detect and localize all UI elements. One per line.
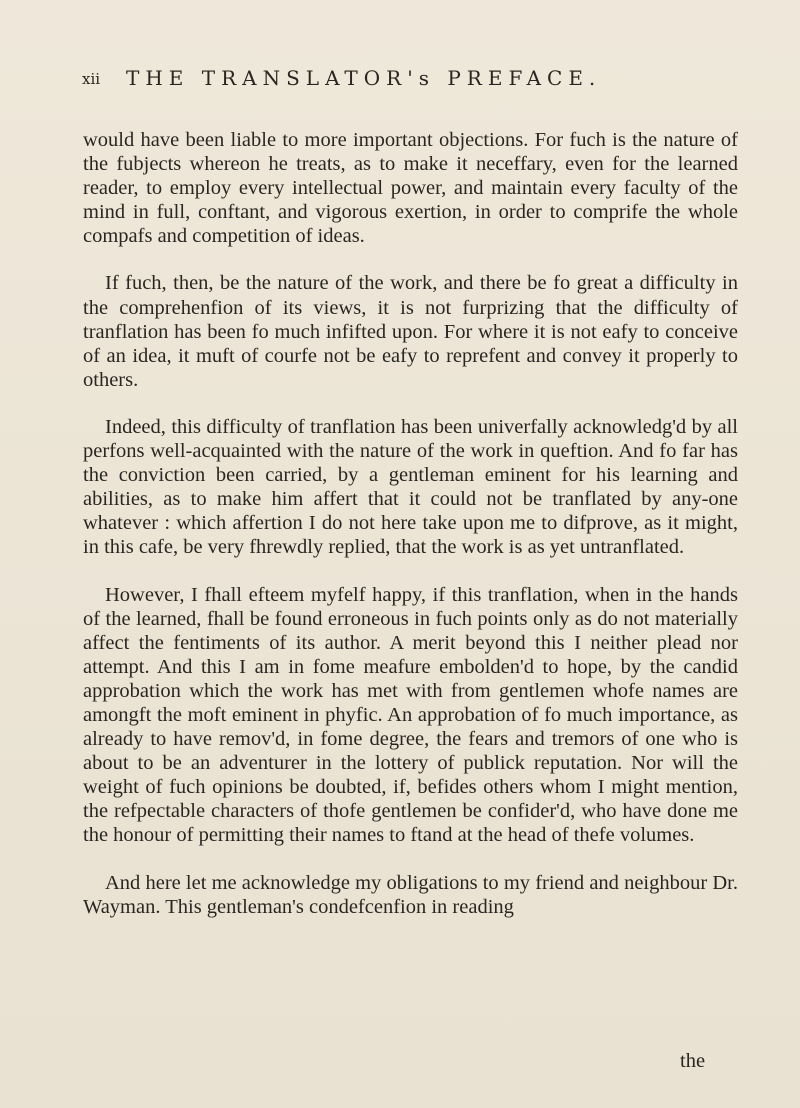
page-number: xii (82, 70, 101, 88)
paragraph-1: would have been liable to more important objections. For fuch is the nature of the fubjects whereon he treats, as to make it neceffary, even for the learned reader, to employ every intellectual power, and maintain every faculty of the mind in full, conftant, and vigorous exertion, in order to comprife the whole compafs and competition of ideas. (83, 129, 738, 248)
paragraph-5: And here let me acknowledge my obligations to my friend and neighbour Dr. Wayman. This gentleman's condefcenfion in reading (83, 871, 738, 918)
paragraph-2: If fuch, then, be the nature of the work, and there be fo great a difficulty in the comprehenfion of its views, it is not furprizing that the difficulty of tranflation has been fo much infifted upon. For where it is not eafy to conceive of an idea, it muft of courfe not be eafy to reprefent and convey it properly to others. (83, 272, 738, 391)
catchword: the (680, 1050, 706, 1072)
running-title: THE TRANSLATOR's PREFACE. (126, 66, 602, 90)
paragraph-3: Indeed, this difficulty of tranflation has been univerfally acknowledg'd by all perfons well-acquainted with the nature of the work in queftion. And fo far has the conviction been carried, by a gentleman eminent for his learning and abilities, as to make him affert that it could not be tranflated by any-one whatever : which affertion I do not here take upon me to difprove, as it might, in this cafe, be very fhrewdly replied, that the work is as yet untranflated. (83, 415, 738, 559)
body-text (83, 128, 738, 919)
paragraph-4: However, I fhall efteem myfelf happy, if this tranflation, when in the hands of the learned, fhall be found erroneous in fuch points only as do not materially affect the fentiments of its author. A merit beyond this I neither plead nor attempt. And this I am in fome meafure embolden'd to hope, by the candid approbation which the work has met with from gentlemen whofe names are amongft the moft eminent in phyfic. An approbation of fo much importance, as already to have remov'd, in fome degree, the fears and tremors of one who is about to be an adventurer in the lottery of publick reputation. Nor will the weight of fuch opinions be doubted, if, befides others whom I might mention, the refpectable characters of thofe gentlemen be confider'd, who have done me the honour of permitting their names to ftand at the head of thefe volumes. (83, 583, 738, 847)
running-header (82, 64, 682, 94)
